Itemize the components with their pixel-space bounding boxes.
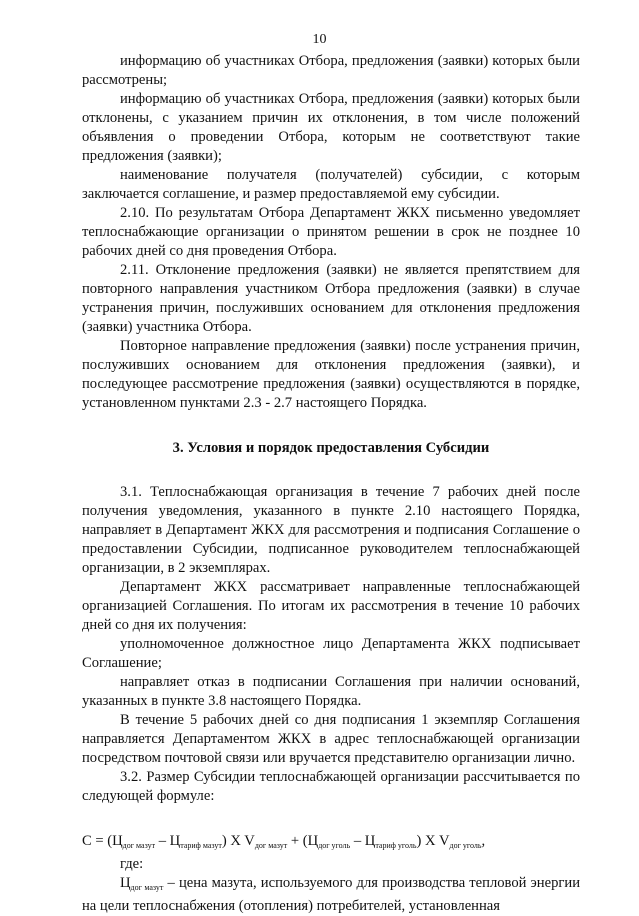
paragraph: 3.2. Размер Субсидии теплоснабжающей организации рассчитывается по следующей формуле: xyxy=(82,769,580,804)
variable-definition: $Ц_{дог мазут}$ – цена мазута, используемого для производства тепловой энергии на цели теплоснабжения (отопления) потребителей, установленная xyxy=(82,875,581,914)
paragraph: информацию об участниках Отбора, предложения (заявки) которых были отклонены, с указанием причин их отклонения, в том числе положений объявления о проведении Отбора, которым не соответствуют такие предложения (заявки); xyxy=(82,91,580,164)
paragraph: В течение 5 рабочих дней со дня подписания 1 экземпляр Соглашения направляется Департаментом ЖКХ в адрес теплоснабжающей организации посредством почтовой связи или вручается представителю организации лично. xyxy=(82,712,580,766)
paragraph: Повторное направление предложения (заявки) после устранения причин, послуживших основанием для отклонения предложения (заявки), и последующее рассмотрение предложения (заявки) осуществляются в порядке, установленном пунктами 2.3 - 2.7 настоящего Порядка. xyxy=(82,338,580,411)
document-body xyxy=(82,52,580,916)
paragraph: 2.11. Отклонение предложения (заявки) не является препятствием для повторного направления участником Отбора предложения (заявки) в случае устранения причин, послуживших основанием для отклонения предложения (заявки) участника Отбора. xyxy=(82,262,580,335)
paragraph: 2.10. По результатам Отбора Департамент ЖКХ письменно уведомляет теплоснабжающие организации о принятом решении в срок не позднее 10 рабочих дней со дня проведения Отбора. xyxy=(82,205,580,259)
paragraph: информацию об участниках Отбора, предложения (заявки) которых были рассмотрены; xyxy=(82,53,580,88)
section-heading: 3. Условия и порядок предоставления Субсидии xyxy=(172,440,490,456)
subsidy-formula: $С = (Ц_{дог мазут} - Ц_{тариф мазут})$ X $V_{дог мазут} + (Ц_{дог уголь} - Ц_{тариф уголь})$ X $V_{дог уголь}$, xyxy=(82,833,486,850)
where-label: где: xyxy=(120,856,144,872)
paragraph: 3.1. Теплоснабжающая организация в течение 7 рабочих дней после получения уведомления, указанного в пункте 2.10 настоящего Порядка, направляет в Департамент ЖКХ для рассмотрения и подписания Соглашение о предоставлении Субсидии, подписанное руководителем теплоснабжающей организации, в 2 экземплярах. xyxy=(82,484,580,576)
paragraph: Департамент ЖКХ рассматривает направленные теплоснабжающей организацией Соглашения. По итогам их рассмотрения в течение 10 рабочих дней со дня их получения: xyxy=(82,579,580,633)
paragraph: уполномоченное должностное лицо Департамента ЖКХ подписывает Соглашение; xyxy=(82,636,580,671)
page-number: 10 xyxy=(312,32,327,47)
paragraph: направляет отказ в подписании Соглашения при наличии оснований, указанных в пункте 3.8 настоящего Порядка. xyxy=(82,674,580,709)
paragraph: наименование получателя (получателей) субсидии, с которым заключается соглашение, и размер предоставляемой ему субсидии. xyxy=(82,167,580,202)
